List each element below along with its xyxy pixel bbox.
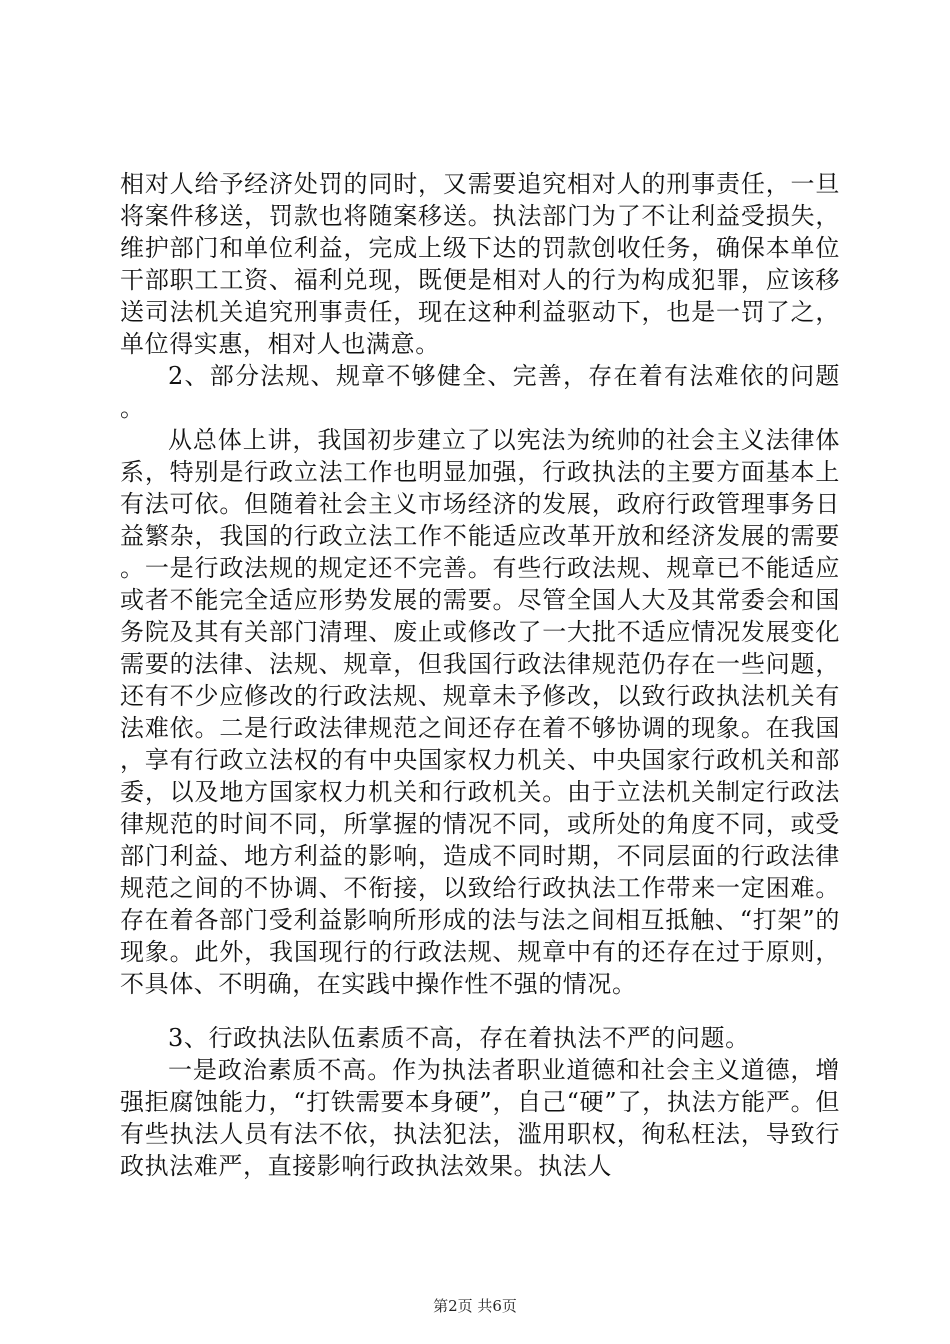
paragraph-political-quality: 一是政治素质不高。作为执法者职业道德和社会主义道德，增强拒腐蚀能力，“打铁需要本身硬”，自己“硬”了，执法方能严。但有些执法人员有法不依，执法犯法，滥用职权，徇私枉法，导致行政执法难严，直接影响行政执法效果。执法人 <box>120 1056 840 1180</box>
document-body <box>120 168 840 1182</box>
paragraph-continuation: 相对人给予经济处罚的同时，又需要追究相对人的刑事责任，一旦将案件移送，罚款也将随案移送。执法部门为了不让利益受损失，维护部门和单位利益，完成上级下达的罚款创收任务，确保本单位干部职工工资、福利兑现，既便是相对人的行为构成犯罪，应该移送司法机关追究刑事责任，现在这种利益驱动下，也是一罚了之，单位得实惠，相对人也满意。 <box>120 170 840 358</box>
page-number-footer: 第2页 共6页 <box>433 1297 517 1315</box>
section-heading-2: 2、部分法规、规章不够健全、完善，存在着有法难依的问题。 <box>120 362 840 422</box>
paragraph-legal-system: 从总体上讲，我国初步建立了以宪法为统帅的社会主义法律体系，特别是行政立法工作也明显加强，行政执法的主要方面基本上有法可依。但随着社会主义市场经济的发展，政府行政管理事务日益繁杂，我国的行政立法工作不能适应改革开放和经济发展的需要。一是行政法规的规定还不完善。有些行政法规、规章已不能适应或者不能完全适应形势发展的需要。尽管全国人大及其常委会和国务院及其有关部门清理、废止或修改了一大批不适应情况发展变化需要的法律、法规、规章，但我国行政法律规范仍存在一些问题，还有不少应修改的行政法规、规章未予修改，以致行政执法机关有法难依。二是行政法律规范之间还存在着不够协调的现象。在我国，享有行政立法权的有中央国家权力机关、中央国家行政机关和部委，以及地方国家权力机关和行政机关。由于立法机关制定行政法律规范的时间不同，所掌握的情况不同，或所处的角度不同，或受部门利益、地方利益的影响，造成不同时期，不同层面的行政法律规范之间的不协调、不衔接，以致给行政执法工作带来一定困难。存在着各部门受利益影响所形成的法与法之间相互抵触、“打架”的现象。此外，我国现行的行政法规、规章中有的还存在过于原则，不具体、不明确，在实践中操作性不强的情况。 <box>120 426 840 998</box>
section-heading-3: 3、行政执法队伍素质不高，存在着执法不严的问题。 <box>168 1024 750 1052</box>
